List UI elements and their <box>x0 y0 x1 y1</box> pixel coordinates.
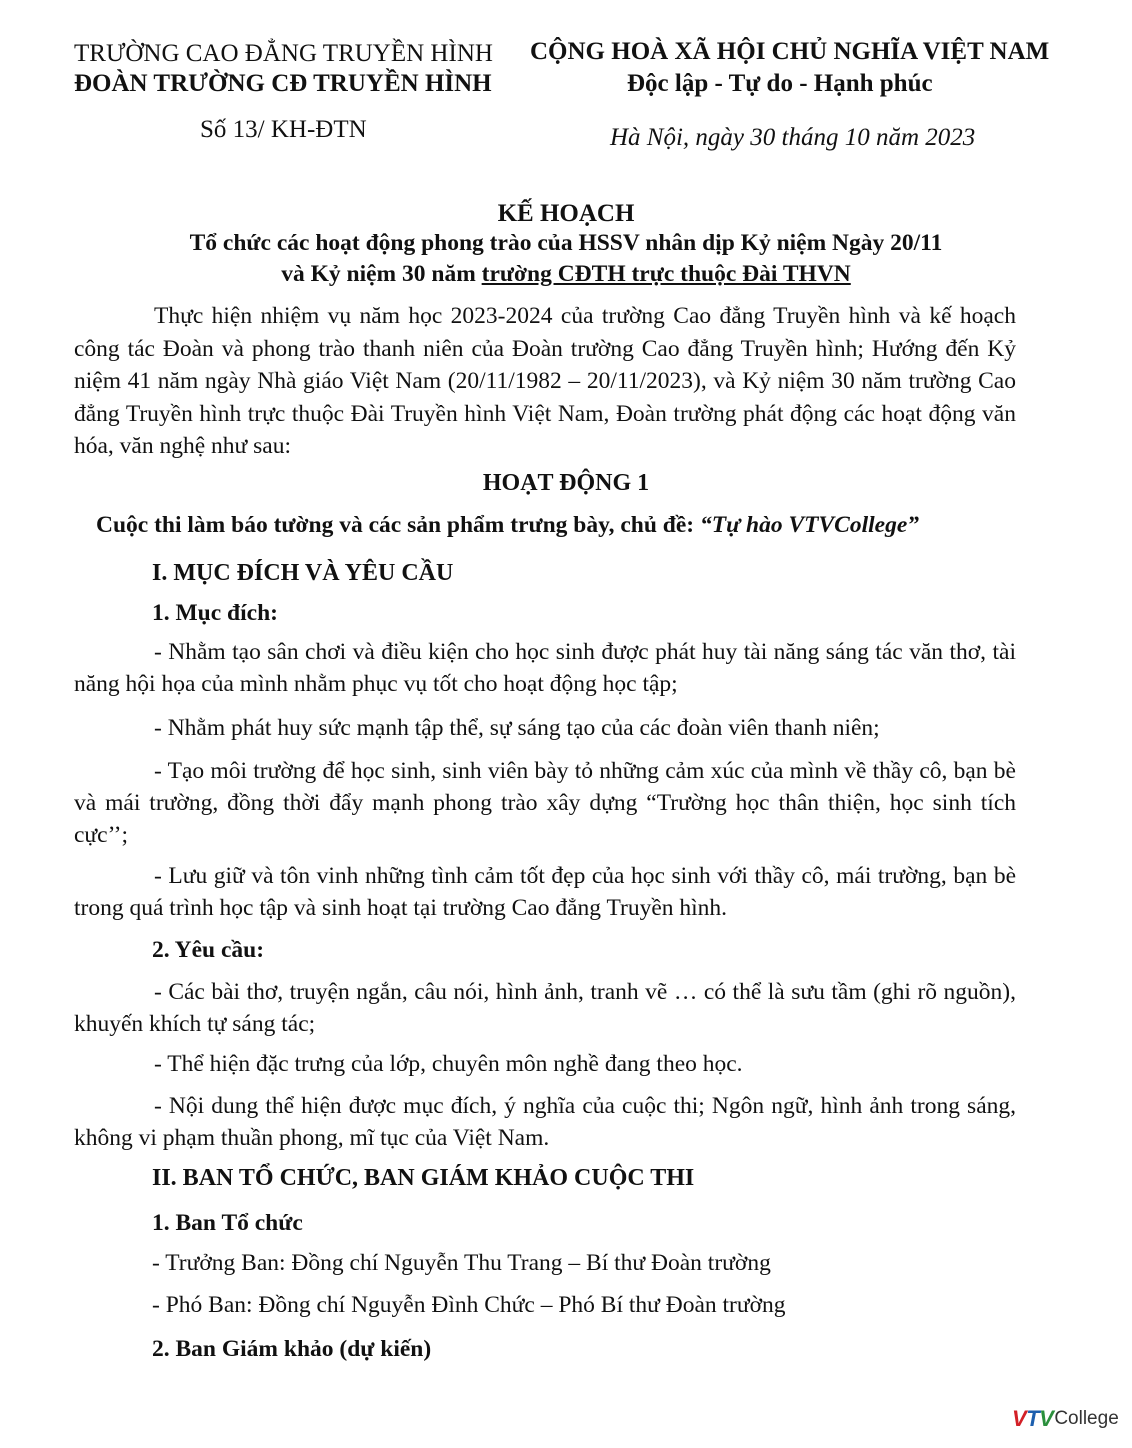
school-name: TRƯỜNG CAO ĐẲNG TRUYỀN HÌNH <box>74 40 493 67</box>
document-subtitle-2 <box>0 261 1132 288</box>
national-motto: Độc lập - Tự do - Hạnh phúc <box>627 70 933 97</box>
document-subtitle-1: Tổ chức các hoạt động phong trào của HSSV nhân dịp Kỷ niệm Ngày 20/11 <box>189 230 943 256</box>
contest-prefix: Cuộc thi làm báo tường và các sản phẩm trưng bày, chủ đề: <box>96 512 700 538</box>
national-title: CỘNG HOÀ XÃ HỘI CHỦ NGHĨA VIỆT NAM <box>530 38 1050 65</box>
purpose-item: - Lưu giữ và tôn vinh những tình cảm tốt đẹp của học sinh với thầy cô, mái trường, bạn bè trong quá trình học tập và sinh hoạt tại trường Cao đẳng Truyền hình. <box>74 863 1016 921</box>
requirement-item: - Các bài thơ, truyện ngắn, câu nói, hình ảnh, tranh vẽ … có thể là sưu tầm (ghi rõ nguồn), khuyến khích tự sáng tác; <box>74 979 1016 1037</box>
section-2-heading: II. BAN TỔ CHỨC, BAN GIÁM KHẢO CUỘC THI <box>152 1165 695 1191</box>
organizing-committee-heading: 1. Ban Tổ chức <box>152 1210 303 1236</box>
activity-heading: HOẠT ĐỘNG 1 <box>482 470 650 496</box>
purpose-heading: 1. Mục đích: <box>152 600 278 626</box>
section-1-heading: I. MỤC ĐÍCH VÀ YÊU CẦU <box>152 560 454 586</box>
intro-paragraph: Thực hiện nhiệm vụ năm học 2023-2024 của trường Cao đẳng Truyền hình và kế hoạch công tác Đoàn và phong trào thanh niên của Đoàn trường Cao đẳng Truyền hình; Hướng đến Kỷ niệm 41 năm ngày Nhà giáo Việt Nam (20/11/1982 – 20/11/2023), và Kỷ niệm 30 năm trường Cao đẳng Truyền hình trực thuộc Đài Truyền hình Việt Nam, Đoàn trường phát động các hoạt động văn hóa, văn nghệ như sau: <box>74 303 1016 459</box>
requirements-heading: 2. Yêu cầu: <box>152 937 265 963</box>
requirement-item: - Thể hiện đặc trưng của lớp, chuyên môn nghề đang theo học. <box>154 1051 743 1077</box>
contest-theme: “Tự hào VTVCollege” <box>699 512 920 538</box>
vtvcollege-logo <box>1012 1404 1119 1434</box>
purpose-item: - Nhằm phát huy sức mạnh tập thể, sự sáng tạo của các đoàn viên thanh niên; <box>154 715 880 741</box>
subtitle-2-part-a: và Kỷ niệm 30 năm <box>281 261 482 287</box>
requirement-item: - Nội dung thể hiện được mục đích, ý nghĩa của cuộc thi; Ngôn ngữ, hình ảnh trong sáng, không vi phạm thuần phong, mĩ tục của Việt Nam. <box>74 1093 1016 1151</box>
contest-title <box>96 512 919 539</box>
subtitle-2-part-b: trường CĐTH trực thuộc Đài THVN <box>481 261 851 287</box>
union-name: ĐOÀN TRƯỜNG CĐ TRUYỀN HÌNH <box>74 70 492 97</box>
committee-member: - Phó Ban: Đồng chí Nguyễn Đình Chức – Phó Bí thư Đoàn trường <box>152 1292 786 1318</box>
jury-heading: 2. Ban Giám khảo (dự kiến) <box>152 1336 432 1362</box>
document-title: KẾ HOẠCH <box>497 200 635 227</box>
logo-suffix: College <box>1054 1408 1119 1429</box>
document-date: Hà Nội, ngày 30 tháng 10 năm 2023 <box>610 124 976 151</box>
purpose-item: - Tạo môi trường để học sinh, sinh viên bày tỏ những cảm xúc của mình về thầy cô, bạn bè và mái trường, đồng thời đẩy mạnh phong trào xây dựng “Trường học thân thiện, học sinh tích cực’’; <box>74 758 1016 848</box>
purpose-item: - Nhằm tạo sân chơi và điều kiện cho học sinh được phát huy tài năng sáng tác văn thơ, tài năng hội họa của mình nhằm phục vụ tốt cho hoạt động học tập; <box>74 639 1016 697</box>
committee-member: - Trưởng Ban: Đồng chí Nguyễn Thu Trang – Bí thư Đoàn trường <box>152 1250 771 1276</box>
document-number: Số 13/ KH-ĐTN <box>200 116 367 143</box>
logo-brand: VTV <box>1012 1406 1054 1431</box>
